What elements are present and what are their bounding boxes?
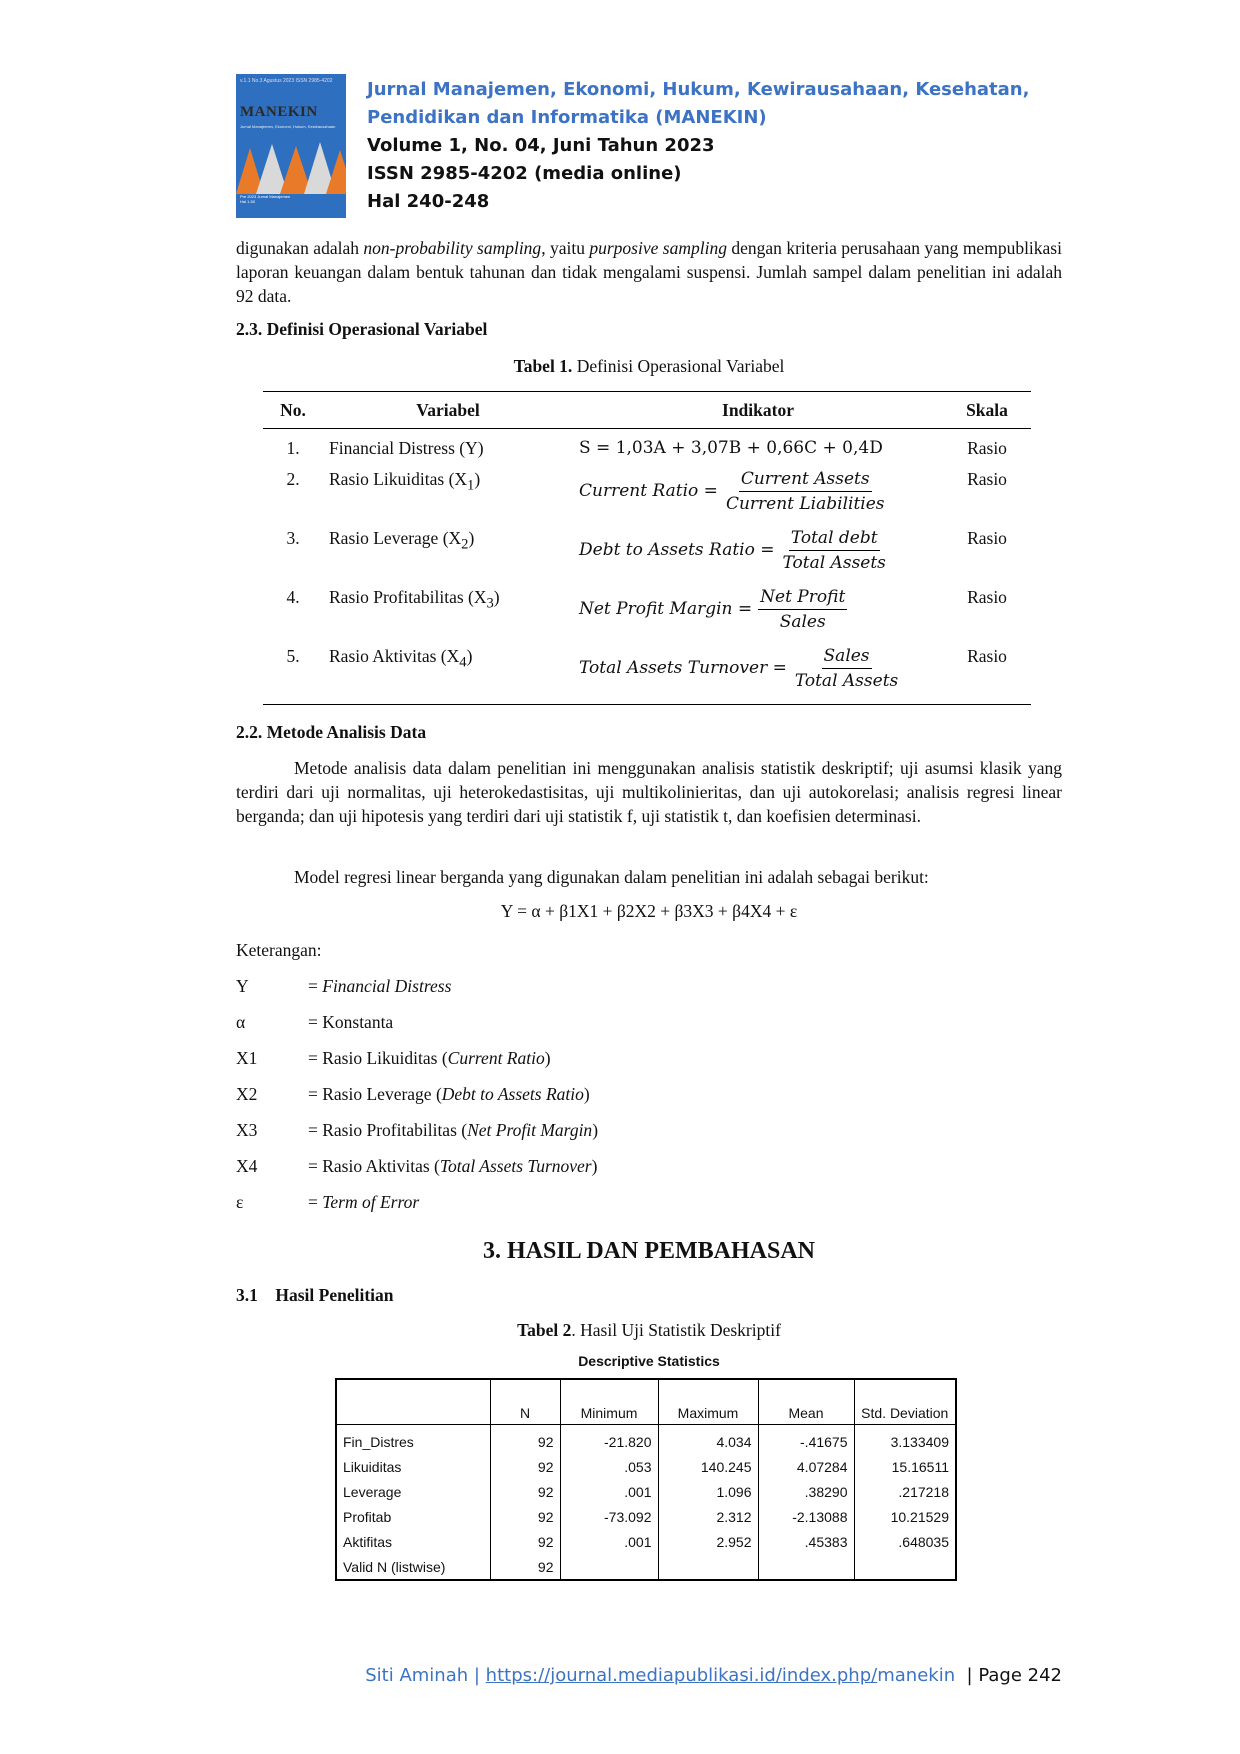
legend-symbol: X4 [236,1156,258,1176]
legend-text: = Rasio Profitabilitas ( [308,1120,468,1140]
keterangan-list [236,976,1062,1226]
table-row [336,1425,956,1455]
table-row [263,528,1031,587]
cell-mean [758,1554,854,1580]
cell-std-deviation: 15.16511 [854,1454,956,1479]
variable-name: Rasio Profitabilitas (X [329,586,487,607]
row-no: 3. [286,527,300,548]
row-variable [323,646,573,705]
legend-text: = Rasio Aktivitas ( [308,1156,440,1176]
descriptive-statistics-table [335,1378,957,1581]
cell-std-deviation: 3.133409 [854,1425,956,1455]
table-row [336,1504,956,1529]
cover-mountain-graphic [236,136,346,194]
regression-intro: Model regresi linear berganda yang digunakan dalam penelitian ini adalah sebagai berikut: [294,867,929,887]
cell-maximum [658,1554,758,1580]
row-variable [323,469,573,528]
regression-equation: Y = α + β1X1 + β2X2 + β3X3 + β4X4 + ε [500,901,798,921]
row-no: 5. [263,646,323,705]
page-footer [236,1665,1062,1686]
formula-numerator: Sales [822,646,872,669]
cover-top-line: v.1.1 No.3 Agustus 2023 ISSN 2985-4202 [240,78,333,84]
cell-mean: -.41675 [758,1425,854,1455]
variable-name: Rasio Aktivitas (X [329,645,460,666]
col-header-no: No. [263,392,323,429]
cell-minimum [560,1554,658,1580]
section-2-3-heading: 2.3. Definisi Operasional Variabel [236,319,488,339]
row-scale: Rasio [967,527,1007,548]
row-no: 1. [286,438,300,458]
col-header-indikator: Indikator [573,392,943,429]
table-row [263,646,1031,705]
section-3-1-heading: 3.1 Hasil Penelitian [236,1285,394,1305]
legend-close: ) [592,1120,599,1140]
formula-denominator: Current Liabilities [725,493,885,514]
cell-minimum: -21.820 [560,1425,658,1455]
formula-lhs: Net Profit Margin = [579,599,753,619]
volume-info: Volume 1, No. 04, Juni Tahun 2023 [367,135,715,156]
legend-term: Total Assets Turnover [439,1156,592,1176]
intro-term-2: purposive sampling [589,238,727,258]
cell-mean: 4.07284 [758,1454,854,1479]
table-row [336,1529,956,1554]
col-header-blank [336,1379,490,1425]
row-scale: Rasio [943,646,1031,705]
cover-foot-line2: Hal 1-50 [240,199,256,204]
table1-caption-label: Tabel 1. [513,356,573,376]
row-scale: Rasio [967,586,1007,607]
intro-term-1: non-probability sampling [363,238,542,258]
spss-table-title: Descriptive Statistics [578,1353,720,1369]
col-header-maximum: Maximum [658,1379,758,1425]
variable-subscript: 2 [461,536,469,552]
formula-lhs: Debt to Assets Ratio = [579,540,775,560]
row-scale: Rasio [967,438,1007,458]
formula-denominator: Total Assets [794,670,899,691]
cell-mean: .45383 [758,1529,854,1554]
formula-numerator: Current Assets [739,469,872,492]
cell-n: 92 [490,1425,560,1455]
table-row [263,469,1031,528]
row-indicator-formula [573,646,943,705]
legend-close: ) [544,1048,551,1068]
legend-text: = Rasio Leverage ( [308,1084,442,1104]
table2-caption-text: . Hasil Uji Statistik Deskriptif [571,1320,781,1340]
cell-minimum: .053 [560,1454,658,1479]
legend-term: Debt to Assets Ratio [441,1084,584,1104]
legend-symbol: X1 [236,1048,258,1068]
variable-name: Rasio Leverage (X [329,527,462,548]
header-text [367,76,1029,216]
legend-term: Current Ratio [447,1048,545,1068]
legend-text: = Konstanta [308,1012,394,1032]
legend-term: Financial Distress [322,976,452,996]
formula-lhs: Current Ratio = [579,481,718,501]
variable-close: ) [468,527,475,548]
legend-close: ) [583,1084,590,1104]
journal-header [236,74,1062,220]
legend-symbol: α [236,1012,246,1032]
row-label: Aktifitas [343,1533,393,1550]
journal-name-line1: Jurnal Manajemen, Ekonomi, Hukum, Kewirausahaan, Kesehatan, [367,79,1030,100]
row-label: Likuiditas [343,1458,402,1475]
row-no: 2. [286,468,300,489]
legend-symbol: X3 [236,1120,258,1140]
journal-link[interactable] [486,1665,878,1686]
formula-denominator: Sales [779,611,826,632]
operational-definition-table [263,391,1031,705]
methods-paragraph: Metode analisis data dalam penelitian ini menggunakan analisis statistik deskriptif; uji asumsi klasik yang terdiri dari uji normalitas, uji heterokedastisitas, uji multikolinieritas, dan uji autokorelasi; analisis regresi linear berganda; dan uji hipotesis yang terdiri dari uji statistik f, uji statistik t, dan koefisien determinasi. [236,758,1062,826]
cell-minimum: -73.092 [560,1504,658,1529]
intro-paragraph [236,236,1062,308]
formula-denominator: Total Assets [782,552,886,573]
legend-text: = Rasio Likuiditas ( [308,1048,448,1068]
cover-footer [240,194,290,204]
legend-symbol: X2 [236,1084,258,1104]
cell-mean: -2.13088 [758,1504,854,1529]
variable-close: ) [466,645,473,666]
cell-minimum: .001 [560,1479,658,1504]
row-no: 4. [286,586,300,607]
col-header-skala: Skala [943,392,1031,429]
footer-author: Siti Aminah | [365,1665,486,1686]
legend-text: = [308,1192,323,1212]
row-scale: Rasio [967,468,1007,489]
table-row [263,429,1031,469]
table1-caption-text: Definisi Operasional Variabel [572,356,785,376]
variable-subscript: 1 [467,477,475,493]
cell-mean: .38290 [758,1479,854,1504]
legend-text: = [308,976,323,996]
cover-foot-line1: Pre 2023 Jurnal Manajemen [240,194,291,199]
variable-close: ) [493,586,500,607]
table2-caption-label: Tabel 2 [517,1320,572,1340]
table-row [263,587,1031,646]
legend-term: Term of Error [322,1192,420,1212]
cell-maximum: 2.312 [658,1504,758,1529]
cell-std-deviation: 10.21529 [854,1504,956,1529]
col-header-minimum: Minimum [560,1379,658,1425]
legend-close: ) [591,1156,598,1176]
cell-minimum: .001 [560,1529,658,1554]
cell-std-deviation: .648035 [854,1529,956,1554]
intro-text-c: dengan kriteria perusahaan yang mempublikasi laporan keuangan dalam bentuk tahunan dan tidak mengalami suspensi. Jumlah sampel dalam penelitian ini adalah 92 data. [236,238,1062,306]
legend-term: Net Profit Margin [467,1120,593,1140]
table2-caption [236,1320,1062,1341]
row-variable: Financial Distress (Y) [329,438,484,458]
issn-info: ISSN 2985-4202 (media online) [367,163,682,184]
cell-n: 92 [490,1529,560,1554]
journal-link-url[interactable]: https://journal.mediapublikasi.id/index.php/ [485,1665,878,1686]
cell-std-deviation [854,1554,956,1580]
cell-maximum: 1.096 [658,1479,758,1504]
section-3-heading: 3. HASIL DAN PEMBAHASAN [482,1238,816,1264]
table-row [336,1479,956,1504]
cover-subtitle: Jurnal Manajemen, Ekonomi, Hukum, Kewirausahaan [240,124,336,129]
legend-symbol: ε [236,1192,244,1212]
cell-n: 92 [490,1554,560,1580]
cell-maximum: 140.245 [658,1454,758,1479]
page-number: | Page 242 [955,1665,1062,1686]
variable-subscript: 4 [459,654,467,670]
col-header-mean: Mean [758,1379,854,1425]
row-label: Valid N (listwise) [343,1558,446,1575]
cell-std-deviation: .217218 [854,1479,956,1504]
cell-n: 92 [490,1504,560,1529]
row-label: Profitab [343,1508,392,1525]
row-indicator-formula [573,587,943,646]
journal-link-suffix: manekin [877,1665,956,1686]
legend-symbol: Y [236,976,249,996]
cell-maximum: 4.034 [658,1425,758,1455]
table-row [336,1554,956,1580]
formula-numerator: Total debt [789,528,880,551]
table-row [336,1454,956,1479]
page-range: Hal 240-248 [367,191,490,212]
section-2-2-heading: 2.2. Metode Analisis Data [236,722,427,742]
table-header-row [336,1379,956,1425]
cell-maximum: 2.952 [658,1529,758,1554]
row-indicator-formula [573,528,943,587]
variable-subscript: 3 [486,595,494,611]
journal-cover-image [236,74,346,218]
row-label: Leverage [343,1483,402,1500]
col-header-variabel: Variabel [323,392,573,429]
table1-caption [236,356,1062,377]
intro-text-b: , yaitu [541,238,590,258]
row-indicator-formula: S = 1,03A + 3,07B + 0,66C + 0,4D [579,438,883,458]
row-variable [323,587,573,646]
formula-lhs: Total Assets Turnover = [579,658,787,678]
row-label: Fin_Distres [343,1433,414,1450]
col-header-std-deviation: Std. Deviation [854,1379,956,1425]
table-header-row [263,392,1031,429]
keterangan-title: Keterangan: [236,940,322,960]
cell-n: 92 [490,1454,560,1479]
cover-title: MANEKIN [240,104,318,120]
col-header-n: N [490,1379,560,1425]
cell-n: 92 [490,1479,560,1504]
journal-name-line2: Pendidikan dan Informatika (MANEKIN) [367,107,767,128]
intro-text-a: digunakan adalah [236,238,364,258]
variable-name: Rasio Likuiditas (X [329,468,468,489]
formula-numerator: Net Profit [758,587,847,610]
row-indicator-formula [573,469,943,528]
variable-close: ) [474,468,481,489]
row-variable [323,528,573,587]
